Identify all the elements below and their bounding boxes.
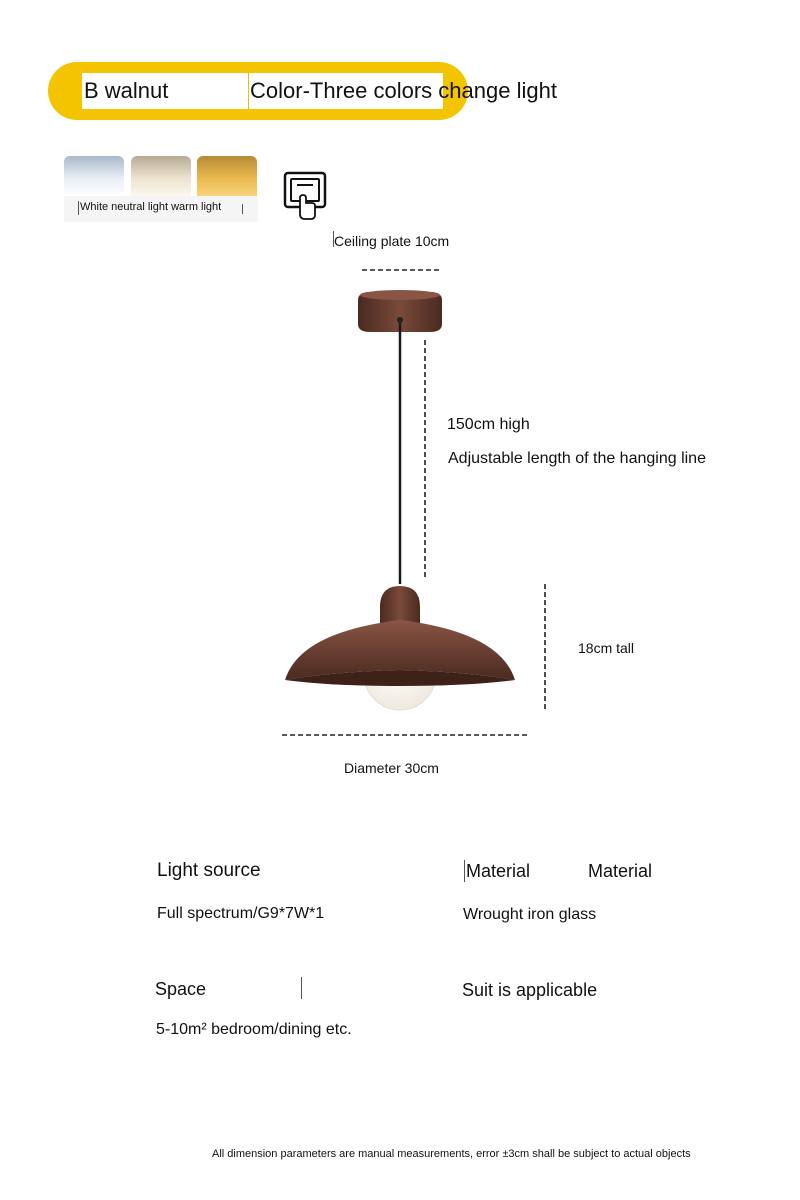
space-value: 5-10m² bedroom/dining etc. — [156, 1021, 352, 1038]
shade-height-label: 18cm tall — [578, 640, 635, 656]
material-value: Wrought iron glass — [463, 906, 597, 923]
footer-note: All dimension parameters are manual measurements, error ±3cm shall be subject to actual objects — [212, 1148, 691, 1160]
cable-height-label: 150cm high — [447, 416, 530, 433]
material-label-secondary: Material — [588, 861, 653, 881]
light-colors-label: White neutral light warm light — [80, 201, 222, 213]
variant-label: B walnut — [84, 78, 169, 103]
neutral-light-swatch — [131, 156, 191, 196]
diameter-label: Diameter 30cm — [344, 760, 439, 776]
ceiling-plate-label: Ceiling plate 10cm — [334, 233, 450, 249]
warm-light-swatch — [197, 156, 257, 196]
material-label: Material — [466, 861, 531, 881]
suit-applicable-label: Suit is applicable — [462, 980, 598, 1000]
cable-adjustable-note: Adjustable length of the hanging line — [448, 450, 706, 467]
white-light-swatch — [64, 156, 124, 196]
touch-switch-icon — [280, 170, 330, 222]
header-title: Color-Three colors change light — [250, 78, 557, 103]
pendant-lamp-illustration — [270, 262, 570, 782]
light-source-value: Full spectrum/G9*7W*1 — [157, 905, 325, 922]
space-label: Space — [155, 979, 207, 999]
light-source-label: Light source — [157, 860, 261, 881]
